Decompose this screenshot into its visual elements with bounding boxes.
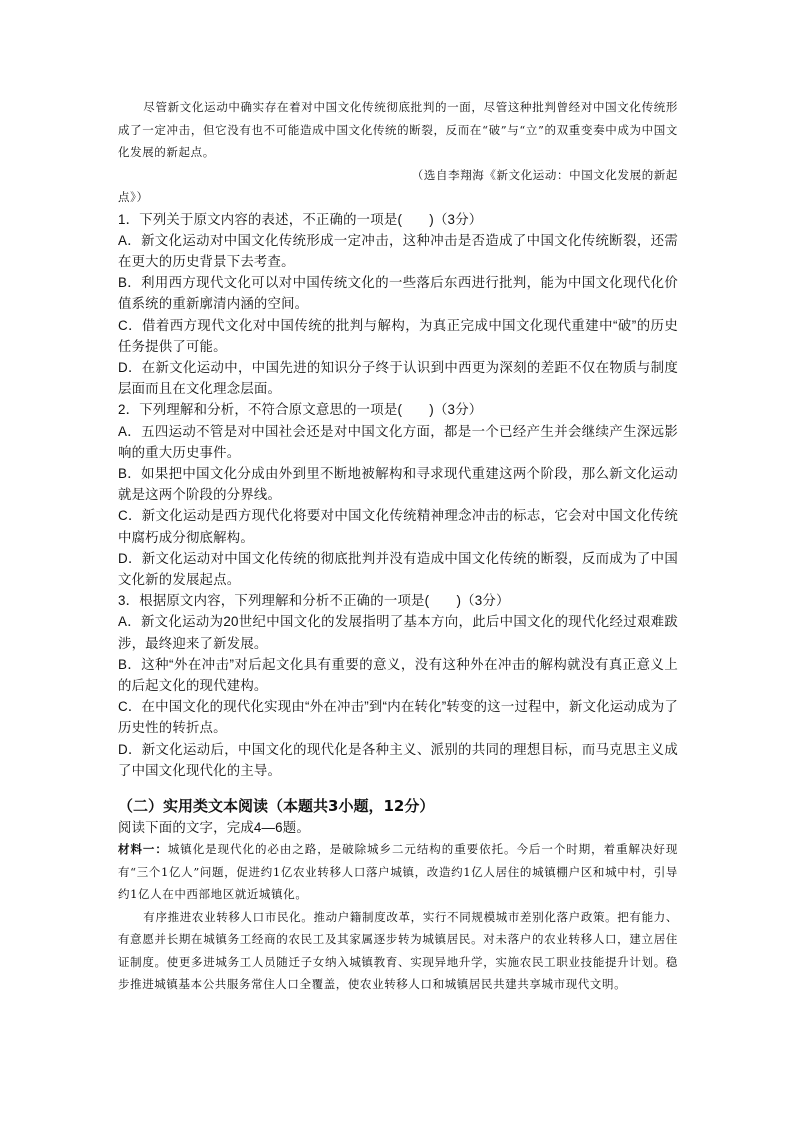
question-1-option-d: D．在新文化运动中，中国先进的知识分子终于认识到中西更为深刻的差距不仅在物质与制度层面而且在文化理念层面。 xyxy=(118,359,678,397)
question-1-option-a: A．新文化运动对中国文化传统形成一定冲击，这种冲击是否造成了中国文化传统断裂，还需在更大的历史背景下去考查。 xyxy=(118,232,678,269)
section-heading: （二）实用类文本阅读（本题共3小题，12分） xyxy=(118,796,435,815)
question-3-option-c: C．在中国文化的现代化实现由“外在冲击”到“内在转化”转变的这一过程中，新文化运动成为了历史性的转折点。 xyxy=(118,699,678,736)
section-instruction: 阅读下面的文字，完成4—6题。 xyxy=(118,819,310,835)
material-paragraph-1-text: 城镇化是现代化的必由之路，是破除城乡二元结构的重要依托。今后一个时期，着重解决好现有“三个1亿人”问题，促进约1亿农业转移人口落户城镇，改造约1亿人居住的城镇棚户区和城中村，引导约1亿人在中西部地区就近城镇化。 xyxy=(118,842,678,902)
material-one xyxy=(118,838,678,996)
question-2-option-d: D．新文化运动对中国文化传统的彻底批判并没有造成中国文化传统的断裂，反而成为了中国文化新的发展起点。 xyxy=(118,550,678,587)
question-1-stem: 1．下列关于原文内容的表述，不正确的一项是( )（3分） xyxy=(118,211,483,227)
question-3-stem: 3．根据原文内容，下列理解和分析不正确的一项是( )（3分） xyxy=(118,593,510,609)
document-page xyxy=(118,96,678,996)
question-2-option-c: C．新文化运动是西方现代化将要对中国文化传统精神理念冲击的标志，它会对中国文化传统中腐朽成分彻底解构。 xyxy=(118,508,678,545)
question-1-option-b: B．利用西方现代文化可以对中国传统文化的一些落后东西进行批判，能为中国文化现代化价值系统的重新廓清内涵的空间。 xyxy=(118,275,678,312)
question-3-option-b: B．这种“外在冲击”对后起文化具有重要的意义，没有这种外在冲击的解构就没有真正意义上的后起文化的现代建构。 xyxy=(118,656,678,693)
passage-paragraph: 尽管新文化运动中确实存在着对中国文化传统彻底批判的一面，尽管这种批判曾经对中国文化传统形成了一定冲击，但它没有也不可能造成中国文化传统的断裂，反而在“破”与“立”的双重变奏中成为中国文化发展的新起点。 xyxy=(118,100,678,159)
question-list xyxy=(118,209,678,781)
question-1-option-c: C．借着西方现代文化对中国传统的批判与解构，为真正完成中国文化现代重建中“破”的历史任务提供了可能。 xyxy=(118,317,678,354)
material-paragraph-2: 有序推进农业转移人口市民化。推动户籍制度改革，实行不同规模城市差别化落户政策。把有能力、有意愿并长期在城镇务工经商的农民工及其家属逐步转为城镇居民。对未落户的农业转移人口，建立居住证制度。使更多进城务工人员随迁子女纳入城镇教育、实现异地升学，实施农民工职业技能提升计划。稳步推进城镇基本公共服务常住人口全覆盖，使农业转移人口和城镇居民共建共享城市现代文明。 xyxy=(118,909,678,992)
question-3-option-a: A．新文化运动为20世纪中国文化的发展指明了基本方向，此后中国文化的现代化经过艰难跋涉，最终迎来了新发展。 xyxy=(118,614,678,651)
question-3-option-d: D．新文化运动后，中国文化的现代化是各种主义、派别的共同的理想目标，而马克思主义成了中国文化现代化的主导。 xyxy=(118,741,678,778)
question-2-stem: 2．下列理解和分析，不符合原文意思的一项是( )（3分） xyxy=(118,402,483,418)
material-label: 材料一： xyxy=(118,842,168,857)
material-paragraph-1 xyxy=(118,838,678,906)
question-2-option-a: A．五四运动不管是对中国社会还是对中国文化方面，都是一个已经产生并会继续产生深远影响的重大历史事件。 xyxy=(118,423,678,460)
question-2-option-b: B．如果把中国文化分成由外到里不断地被解构和寻求现代重建这两个阶段，那么新文化运动就是这两个阶段的分界线。 xyxy=(118,465,678,503)
passage-source-line2: 点》） xyxy=(118,190,149,204)
passage-source-line1: （选自李翔海《新文化运动：中国文化发展的新起 xyxy=(411,167,678,182)
passage-excerpt xyxy=(118,96,678,209)
